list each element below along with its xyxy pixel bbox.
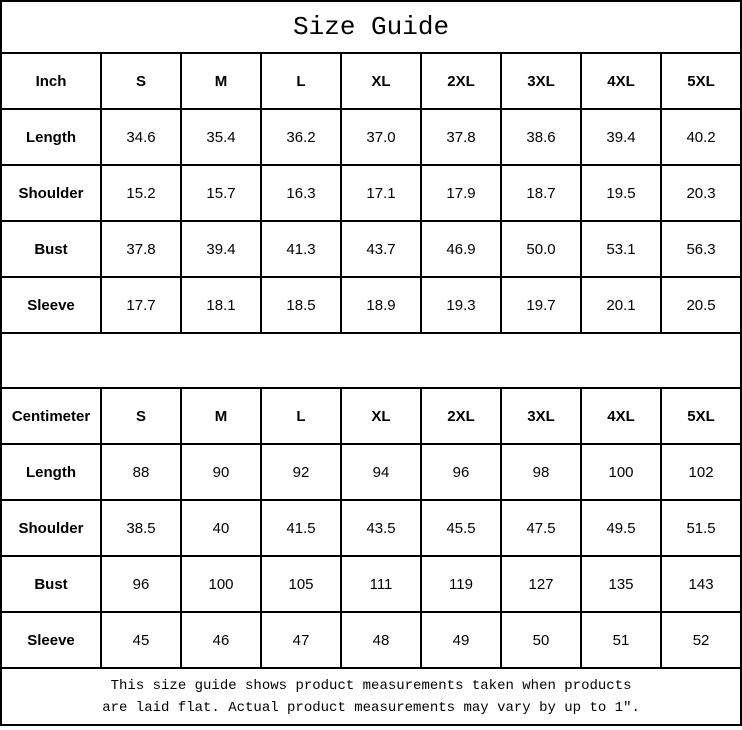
size-column-header: 5XL bbox=[661, 53, 741, 109]
measurement-value: 43.7 bbox=[341, 221, 421, 277]
measurement-value: 40.2 bbox=[661, 109, 741, 165]
size-column-header: 2XL bbox=[421, 53, 501, 109]
measurement-value: 35.4 bbox=[181, 109, 261, 165]
measurement-value: 17.1 bbox=[341, 165, 421, 221]
size-column-header: 2XL bbox=[421, 388, 501, 444]
measurement-value: 20.1 bbox=[581, 277, 661, 333]
measurement-label: Sleeve bbox=[1, 277, 101, 333]
measurement-value: 17.7 bbox=[101, 277, 181, 333]
measurement-row bbox=[1, 444, 741, 500]
size-column-header: S bbox=[101, 53, 181, 109]
measurement-value: 56.3 bbox=[661, 221, 741, 277]
measurement-value: 98 bbox=[501, 444, 581, 500]
size-column-header: M bbox=[181, 53, 261, 109]
size-column-header: XL bbox=[341, 388, 421, 444]
size-column-header: M bbox=[181, 388, 261, 444]
measurement-value: 111 bbox=[341, 556, 421, 612]
measurement-value: 100 bbox=[181, 556, 261, 612]
measurement-value: 105 bbox=[261, 556, 341, 612]
measurement-value: 20.5 bbox=[661, 277, 741, 333]
measurement-label: Length bbox=[1, 109, 101, 165]
measurement-value: 15.2 bbox=[101, 165, 181, 221]
measurement-value: 47 bbox=[261, 612, 341, 668]
measurement-value: 47.5 bbox=[501, 500, 581, 556]
title-row bbox=[1, 1, 741, 53]
measurement-value: 15.7 bbox=[181, 165, 261, 221]
page-title: Size Guide bbox=[1, 1, 741, 53]
size-column-header: 4XL bbox=[581, 53, 661, 109]
measurement-value: 49 bbox=[421, 612, 501, 668]
measurement-value: 127 bbox=[501, 556, 581, 612]
measurement-value: 53.1 bbox=[581, 221, 661, 277]
measurement-label: Sleeve bbox=[1, 612, 101, 668]
measurement-value: 18.1 bbox=[181, 277, 261, 333]
inch-table-body bbox=[1, 53, 741, 333]
measurement-value: 50.0 bbox=[501, 221, 581, 277]
measurement-value: 51.5 bbox=[661, 500, 741, 556]
measurement-value: 34.6 bbox=[101, 109, 181, 165]
measurement-value: 46 bbox=[181, 612, 261, 668]
measurement-value: 37.8 bbox=[101, 221, 181, 277]
measurement-value: 52 bbox=[661, 612, 741, 668]
unit-label: Centimeter bbox=[1, 388, 101, 444]
unit-label: Inch bbox=[1, 53, 101, 109]
measurement-value: 88 bbox=[101, 444, 181, 500]
measurement-value: 96 bbox=[101, 556, 181, 612]
size-column-header: L bbox=[261, 388, 341, 444]
footer-row bbox=[1, 668, 741, 725]
measurement-label: Shoulder bbox=[1, 165, 101, 221]
measurement-value: 143 bbox=[661, 556, 741, 612]
measurement-value: 19.5 bbox=[581, 165, 661, 221]
measurement-value: 19.3 bbox=[421, 277, 501, 333]
centimeter-table-body bbox=[1, 388, 741, 668]
measurement-value: 20.3 bbox=[661, 165, 741, 221]
measurement-row bbox=[1, 556, 741, 612]
measurement-value: 17.9 bbox=[421, 165, 501, 221]
measurement-value: 46.9 bbox=[421, 221, 501, 277]
measurement-value: 49.5 bbox=[581, 500, 661, 556]
measurement-value: 39.4 bbox=[581, 109, 661, 165]
measurement-row bbox=[1, 612, 741, 668]
measurement-value: 119 bbox=[421, 556, 501, 612]
measurement-value: 19.7 bbox=[501, 277, 581, 333]
measurement-value: 18.7 bbox=[501, 165, 581, 221]
footer-note bbox=[1, 668, 741, 725]
measurement-row bbox=[1, 165, 741, 221]
spacer-row bbox=[1, 333, 741, 388]
measurement-value: 41.3 bbox=[261, 221, 341, 277]
measurement-value: 92 bbox=[261, 444, 341, 500]
measurement-value: 38.5 bbox=[101, 500, 181, 556]
measurement-value: 43.5 bbox=[341, 500, 421, 556]
size-column-header: 4XL bbox=[581, 388, 661, 444]
measurement-value: 51 bbox=[581, 612, 661, 668]
measurement-value: 16.3 bbox=[261, 165, 341, 221]
measurement-label: Bust bbox=[1, 221, 101, 277]
size-header-row bbox=[1, 53, 741, 109]
measurement-value: 48 bbox=[341, 612, 421, 668]
measurement-label: Length bbox=[1, 444, 101, 500]
measurement-value: 40 bbox=[181, 500, 261, 556]
footer-note-line2: are laid flat. Actual product measurements may vary by up to 1″. bbox=[102, 699, 640, 716]
size-column-header: 3XL bbox=[501, 53, 581, 109]
measurement-value: 36.2 bbox=[261, 109, 341, 165]
measurement-value: 50 bbox=[501, 612, 581, 668]
measurement-value: 45.5 bbox=[421, 500, 501, 556]
size-column-header: 5XL bbox=[661, 388, 741, 444]
measurement-value: 96 bbox=[421, 444, 501, 500]
measurement-row bbox=[1, 500, 741, 556]
measurement-value: 37.0 bbox=[341, 109, 421, 165]
size-column-header: S bbox=[101, 388, 181, 444]
measurement-value: 38.6 bbox=[501, 109, 581, 165]
size-column-header: L bbox=[261, 53, 341, 109]
measurement-value: 39.4 bbox=[181, 221, 261, 277]
size-column-header: XL bbox=[341, 53, 421, 109]
footer-note-line1: This size guide shows product measurements taken when products bbox=[110, 677, 632, 694]
measurement-value: 41.5 bbox=[261, 500, 341, 556]
measurement-value: 100 bbox=[581, 444, 661, 500]
size-header-row bbox=[1, 388, 741, 444]
measurement-value: 135 bbox=[581, 556, 661, 612]
measurement-value: 18.5 bbox=[261, 277, 341, 333]
measurement-row bbox=[1, 277, 741, 333]
measurement-row bbox=[1, 109, 741, 165]
size-column-header: 3XL bbox=[501, 388, 581, 444]
measurement-value: 102 bbox=[661, 444, 741, 500]
measurement-label: Shoulder bbox=[1, 500, 101, 556]
measurement-value: 90 bbox=[181, 444, 261, 500]
measurement-row bbox=[1, 221, 741, 277]
measurement-value: 94 bbox=[341, 444, 421, 500]
measurement-value: 45 bbox=[101, 612, 181, 668]
spacer-cell bbox=[1, 333, 741, 388]
measurement-value: 18.9 bbox=[341, 277, 421, 333]
measurement-label: Bust bbox=[1, 556, 101, 612]
measurement-value: 37.8 bbox=[421, 109, 501, 165]
